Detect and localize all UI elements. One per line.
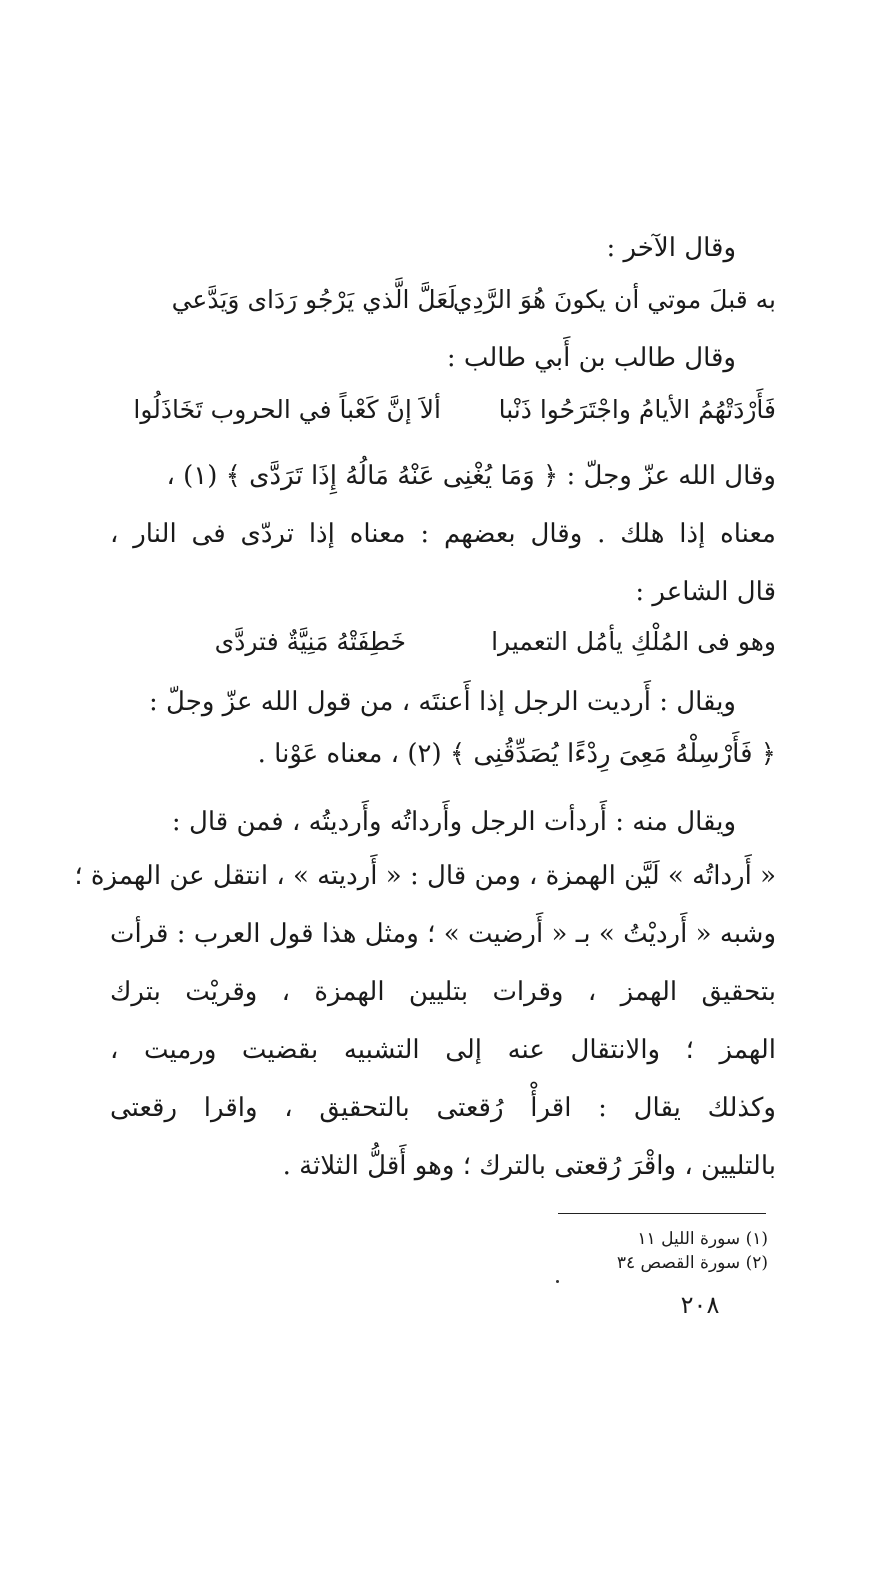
verse-hemistich-second: وهو فى المُلْكِ يأمُل التعميرا: [491, 627, 776, 656]
text-line: الهمز ؛ والانتقال عنه إلى التشبيه بقضيت ورميت ،: [110, 1035, 776, 1065]
text-line: وقال الله عزّ وجلّ : ﴿ وَمَا يُغْنِى عَنْهُ مَالُهُ إِذَا تَرَدَّى ﴾ (١) ،: [166, 461, 776, 491]
verse-hemistich-first: خَطِفَتْهُ مَنِيَّةٌ فتردَّى: [214, 627, 406, 656]
text-line: وقال الآخر :: [606, 233, 736, 263]
verse-hemistich-first: ألاَ إنَّ كَعْباً في الحروب تَخَاذَلُوا: [133, 395, 441, 424]
page-number: ٢٠٨: [680, 1291, 720, 1319]
verse-hemistich-second: به قبلَ موتي أن يكونَ هُوَ الرَّدِي: [452, 285, 776, 314]
text-line: وقال طالب بن أَبي طالب :: [446, 343, 736, 373]
footnote-separator: [558, 1213, 766, 1214]
text-line: وشبه « أَرديْتُ » بـ « أَرضيت » ؛ ومثل هذا قول العرب : قرأت: [110, 919, 776, 949]
verse-hemistich-first: لَعَلَّ الَّذي يَرْجُو رَدَاى وَيَدَّعي: [171, 285, 456, 314]
text-line: ويقال منه : أَردأت الرجل وأَرداتُه وأَرديتُه ، فمن قال :: [171, 807, 736, 837]
text-line: وكذلك يقال : اقرأْ رُقعتى بالتحقيق ، واقرا رقعتى: [110, 1093, 776, 1123]
text-line: ﴿ فَأَرْسِلْهُ مَعِىَ رِدْءًا يُصَدِّقُنِى ﴾ (٢) ، معناه عَوْنا .: [257, 739, 776, 769]
text-line: معناه إذا هلك . وقال بعضهم : معناه إذا تردّى فى النار ،: [110, 519, 776, 549]
text-line: « أَرداتُه » لَيَّن الهمزة ، ومن قال : « أَرديته » ، انتقل عن الهمزة ؛: [74, 861, 776, 891]
verse-hemistich-second: فَأَرْدَتْهُمُ الأيامُ واجْتَرَحُوا ذَنْبا: [498, 395, 776, 424]
text-line: بالتليين ، واقْرَ رُقعتى بالترك ؛ وهو أَقلُّ الثلاثة .: [282, 1151, 776, 1181]
footnote: (١) سورة الليل ١١: [637, 1229, 768, 1249]
footnote: (٢) سورة القصص ٣٤: [616, 1253, 768, 1273]
ink-speck: [556, 1280, 559, 1283]
text-line: بتحقيق الهمز ، وقرات بتليين الهمزة ، وقريْت بترك: [110, 977, 776, 1007]
text-line: ويقال : أَرديت الرجل إذا أَعنتَه ، من قول الله عزّ وجلّ :: [149, 687, 736, 717]
text-line: قال الشاعر :: [635, 577, 776, 607]
